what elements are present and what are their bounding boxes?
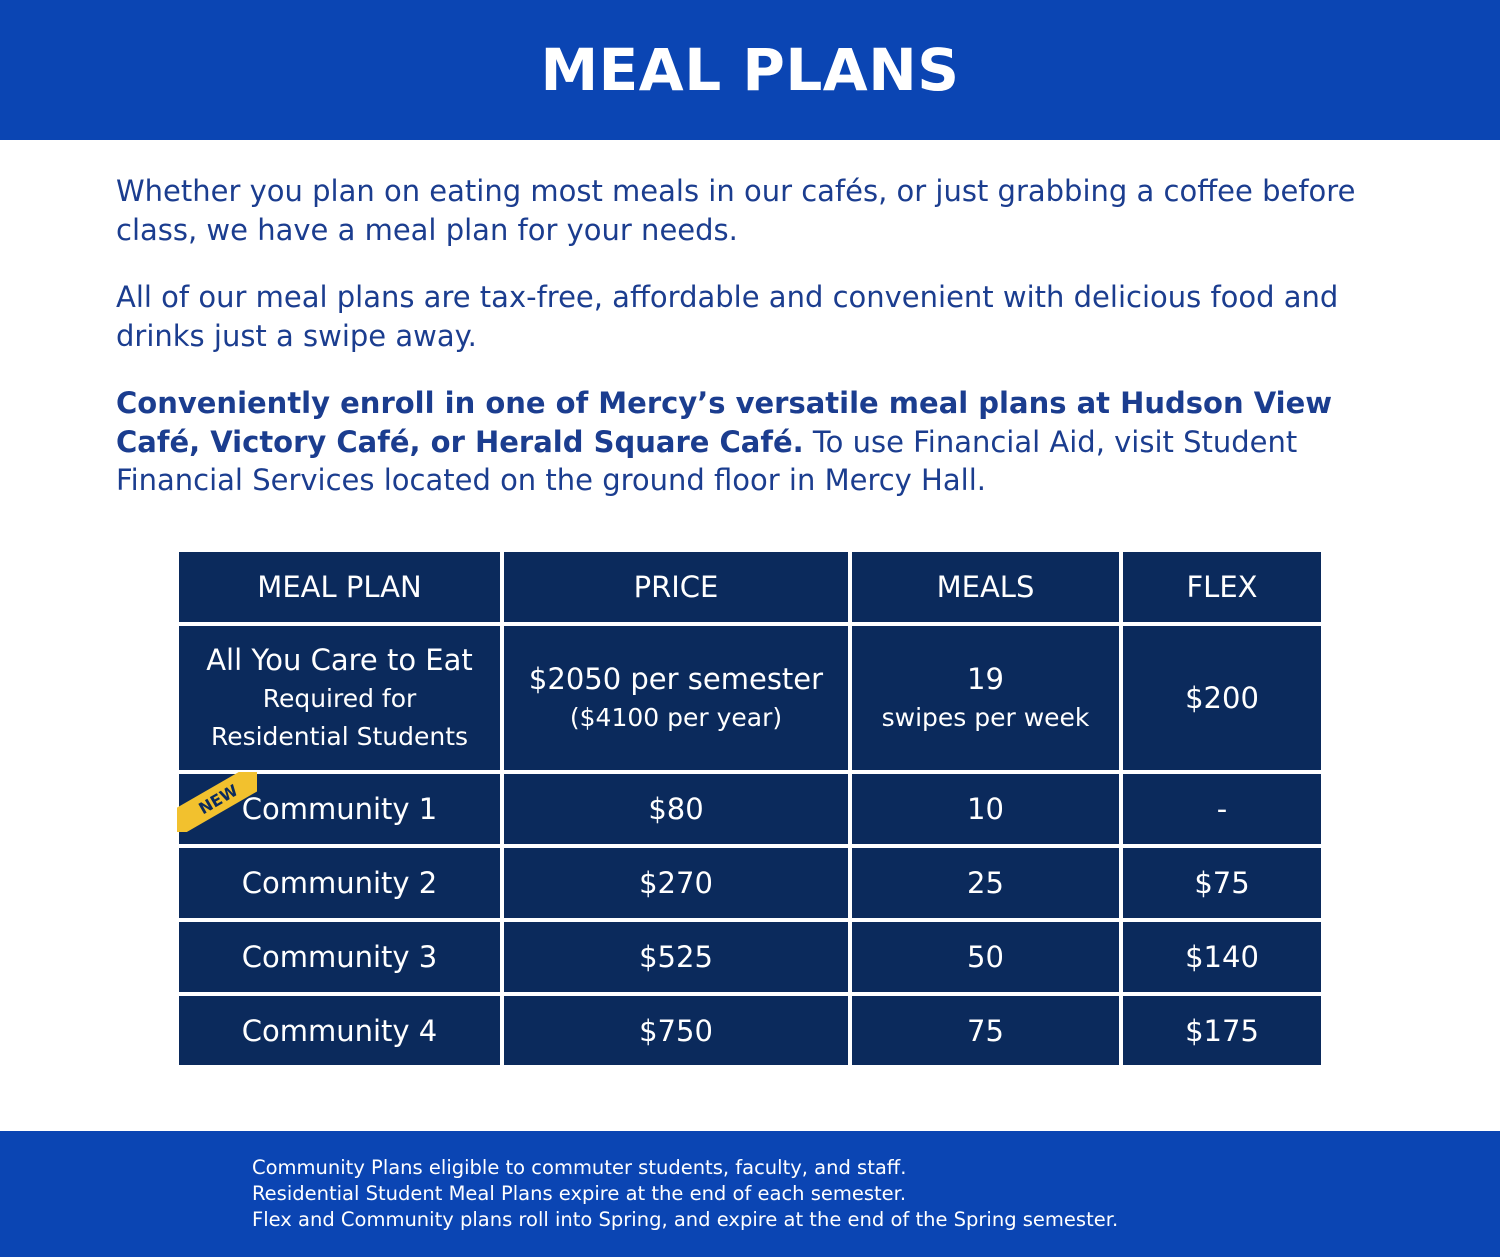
column-header-price: PRICE <box>502 550 850 624</box>
price-cell: $750 <box>502 994 850 1067</box>
footer-notes <box>252 1155 1118 1233</box>
footer-banner <box>0 1131 1500 1257</box>
enroll-highlight: Conveniently enroll in one of Mercy’s versatile meal plans at Hudson View Café, Victory Café, or Herald Square Café. <box>116 386 1333 459</box>
meal-plan-table <box>177 550 1323 1067</box>
footer-note: Community Plans eligible to commuter students, faculty, and staff. <box>252 1156 907 1179</box>
meals-cell: 25 <box>850 846 1121 920</box>
plan-cell: NEW Community 1 <box>177 772 502 846</box>
plan-cell: Community 3 <box>177 920 502 994</box>
intro-paragraph-2: All of our meal plans are tax-free, affordable and convenient with delicious food and drinks just a swipe away. <box>116 280 1339 353</box>
plan-cell: Community 4 <box>177 994 502 1067</box>
flex-cell: $200 <box>1121 624 1323 772</box>
flex-cell: - <box>1121 772 1323 846</box>
meals-cell: 75 <box>850 994 1121 1067</box>
column-header-flex: FLEX <box>1121 550 1323 624</box>
page-title: MEAL PLANS <box>540 36 960 104</box>
new-badge: NEW <box>177 772 257 832</box>
price-cell: $2050 per semester ($4100 per year) <box>502 624 850 772</box>
flex-cell: $75 <box>1121 846 1323 920</box>
footer-note: Residential Student Meal Plans expire at the end of each semester. <box>252 1182 907 1205</box>
plan-cell: All You Care to Eat Required for Residential Students <box>177 624 502 772</box>
column-header-meals: MEALS <box>850 550 1121 624</box>
price-cell: $525 <box>502 920 850 994</box>
meals-cell: 19 swipes per week <box>850 624 1121 772</box>
header-banner <box>0 0 1500 140</box>
financial-aid-note: To use Financial Aid, visit Student Financial Services located on the ground floor in Mercy Hall. <box>116 424 1298 497</box>
intro-text <box>116 172 1386 500</box>
flex-cell: $175 <box>1121 994 1323 1067</box>
intro-paragraph-3 <box>116 384 1386 500</box>
price-cell: $270 <box>502 846 850 920</box>
intro-paragraph-1: Whether you plan on eating most meals in our cafés, or just grabbing a coffee before class, we have a meal plan for your needs. <box>116 174 1356 247</box>
footer-note: Flex and Community plans roll into Spring, and expire at the end of the Spring semester. <box>252 1208 1119 1231</box>
meals-cell: 10 <box>850 772 1121 846</box>
flex-cell: $140 <box>1121 920 1323 994</box>
column-header-meal-plan: MEAL PLAN <box>177 550 502 624</box>
meals-cell: 50 <box>850 920 1121 994</box>
price-cell: $80 <box>502 772 850 846</box>
plan-cell: Community 2 <box>177 846 502 920</box>
